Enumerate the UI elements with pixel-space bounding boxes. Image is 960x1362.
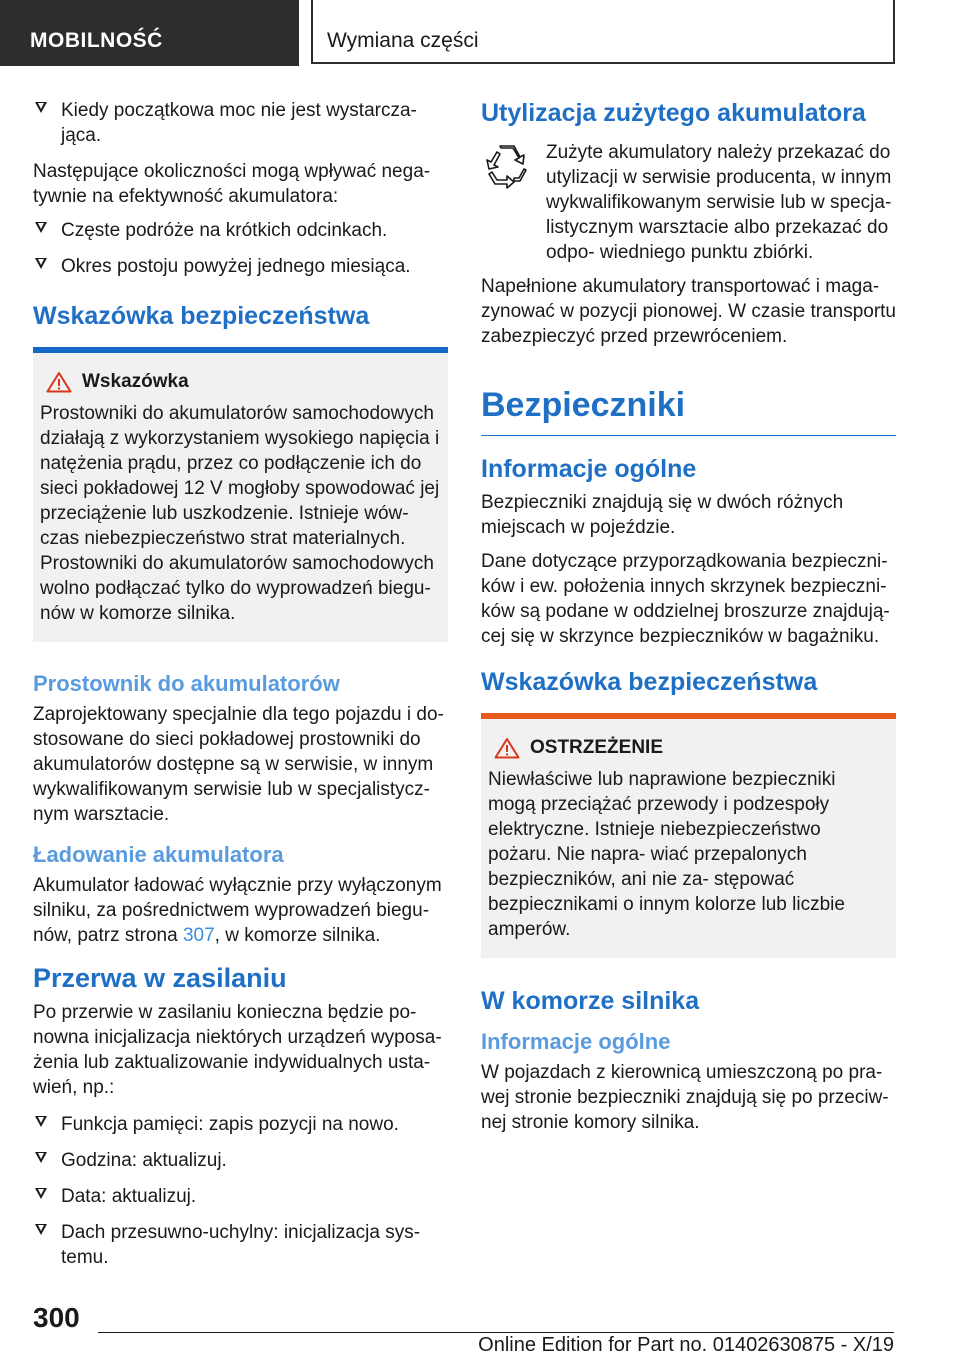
section-tab: MOBILNOŚĆ — [0, 0, 299, 66]
warning-triangle-icon — [494, 737, 520, 759]
paragraph: Dane dotyczące przyporządkowania bezpieczni‐ ków i ew. położenia innych skrzynek bezpieczni‐ ków są podane w oddzielnej broszurze znajdują‐ cej się w skrzynce bezpieczników w bagażniku. — [481, 551, 890, 647]
warning-box — [481, 719, 896, 958]
notice-title: Wskazówka — [40, 371, 440, 393]
paragraph: Następujące okoliczności mogą wpływać nega‐ tywnie na efektywność akumulatora: — [33, 161, 431, 207]
triangle-bullet-icon — [35, 1116, 47, 1127]
paragraph: Po przerwie w zasilaniu konieczna będzie po‐ nowna inicjalizacja niektórych urządzeń wyposa‐ żenia lub zaktualizowanie indywidualnych usta‐ wień, np.: — [33, 1002, 442, 1098]
warning-triangle-icon — [46, 371, 72, 393]
disposal-block — [481, 140, 896, 265]
right-column — [481, 98, 896, 1144]
list-item: Godzina: aktualizuj. — [33, 1148, 448, 1173]
paragraph: Zaprojektowany specjalnie dla tego pojazdu i do‐ stosowane do sieci pokładowej prostowniki do akumulatorów dostępne są w serwisie, w innym wykwalifikowanym serwisie lub w specjalistycz‐ nym warsztacie. — [33, 704, 444, 825]
section-heading: W komorze silnika — [481, 987, 700, 1015]
section-heading: Informacje ogólne — [481, 455, 697, 483]
paragraph: Napełnione akumulatory transportować i maga‐ zynować w pozycji pionowej. W czasie transportu zabezpieczyć przed przewróceniem. — [481, 276, 897, 347]
triangle-bullet-icon — [35, 102, 47, 113]
list-item: Częste podróże na krótkich odcinkach. — [33, 218, 448, 243]
left-column — [33, 98, 448, 1281]
page-footer — [0, 1290, 960, 1362]
footer-divider — [98, 1332, 894, 1333]
list-item: Okres postoju powyżej jednego miesiąca. — [33, 254, 448, 279]
page-link[interactable]: 307 — [182, 925, 215, 946]
section-heading: Wskazówka bezpieczeństwa — [481, 668, 818, 696]
section-heading: Wskazówka bezpieczeństwa — [33, 302, 370, 330]
list-item: Kiedy początkowa moc nie jest wystarcza‐ jąca. — [33, 98, 448, 148]
list-item: Data: aktualizuj. — [33, 1184, 448, 1209]
chapter-title: Wymiana części — [311, 0, 895, 64]
section-heading: Utylizacja zużytego akumulatora — [481, 99, 866, 127]
section-heading: Prostownik do akumulatorów — [33, 671, 340, 696]
list-item: Funkcja pamięci: zapis pozycji na nowo. — [33, 1112, 448, 1137]
triangle-bullet-icon — [35, 222, 47, 233]
page-header — [0, 0, 960, 66]
notice-box — [33, 353, 448, 642]
section-heading: Przerwa w zasilaniu — [33, 963, 287, 993]
warning-text: Niewłaściwe lub naprawione bezpieczniki mogą przeciążać przewody i podzespoły elektryczne. Istnieje niebezpieczeństwo pożaru. Nie napra‐ wiać przepalonych bezpieczników, ani nie za‐ stępować bezpiecznikami o innym kolorze lub liczbie amperów. — [488, 769, 845, 940]
section-heading: Ładowanie akumulatora — [33, 842, 284, 867]
paragraph: W pojazdach z kierownicą umieszczoną po pra‐ wej stronie bezpieczniki znajdują się po przeciw‐ nej stronie komory silnika. — [481, 1062, 889, 1133]
warning-title: OSTRZEŻENIE — [488, 737, 888, 759]
triangle-bullet-icon — [35, 258, 47, 269]
recycle-icon — [481, 140, 533, 192]
edition-note: Online Edition for Part no. 01402630875 - X/19 — [478, 1334, 894, 1356]
notice-text: Prostowniki do akumulatorów samochodowych działają z wykorzystaniem wysokiego napięcia i natężenia prądu, przez co podłączenie ich do sieci pokładowej 12 V mogłoby spowodować jej przeciążenie lub uszkodzenie. Istnieje wów‐ czas niebezpieczeństwo strat materialnych. Prostowniki do akumulatorów samochodowych wolno podłączać tylko do wyprowadzeń biegu‐ nów w komorze silnika. — [40, 403, 440, 624]
list-item: Dach przesuwno-uchylny: inicjalizacja sys‐ temu. — [33, 1220, 448, 1270]
chapter-heading: Bezpieczniki — [481, 385, 896, 436]
subsection-heading: Informacje ogólne — [481, 1029, 671, 1054]
paragraph: Bezpieczniki znajdują się w dwóch różnych miejscach w pojeździe. — [481, 492, 844, 538]
page-number: 300 — [33, 1302, 80, 1333]
triangle-bullet-icon — [35, 1188, 47, 1199]
triangle-bullet-icon — [35, 1152, 47, 1163]
paragraph: Zużyte akumulatory należy przekazać do utylizacji w serwisie producenta, w innym wykwalifikowanym serwisie lub w specja‐ listycznym warsztacie albo przekazać do odpo‐ wiedniego punktu zbiórki. — [546, 142, 892, 263]
paragraph: Akumulator ładować wyłącznie przy wyłączonym silniku, za pośrednictwem wyprowadzeń biegu‐ nów, patrz strona 307, w komorze silnika. — [33, 875, 442, 946]
triangle-bullet-icon — [35, 1224, 47, 1235]
